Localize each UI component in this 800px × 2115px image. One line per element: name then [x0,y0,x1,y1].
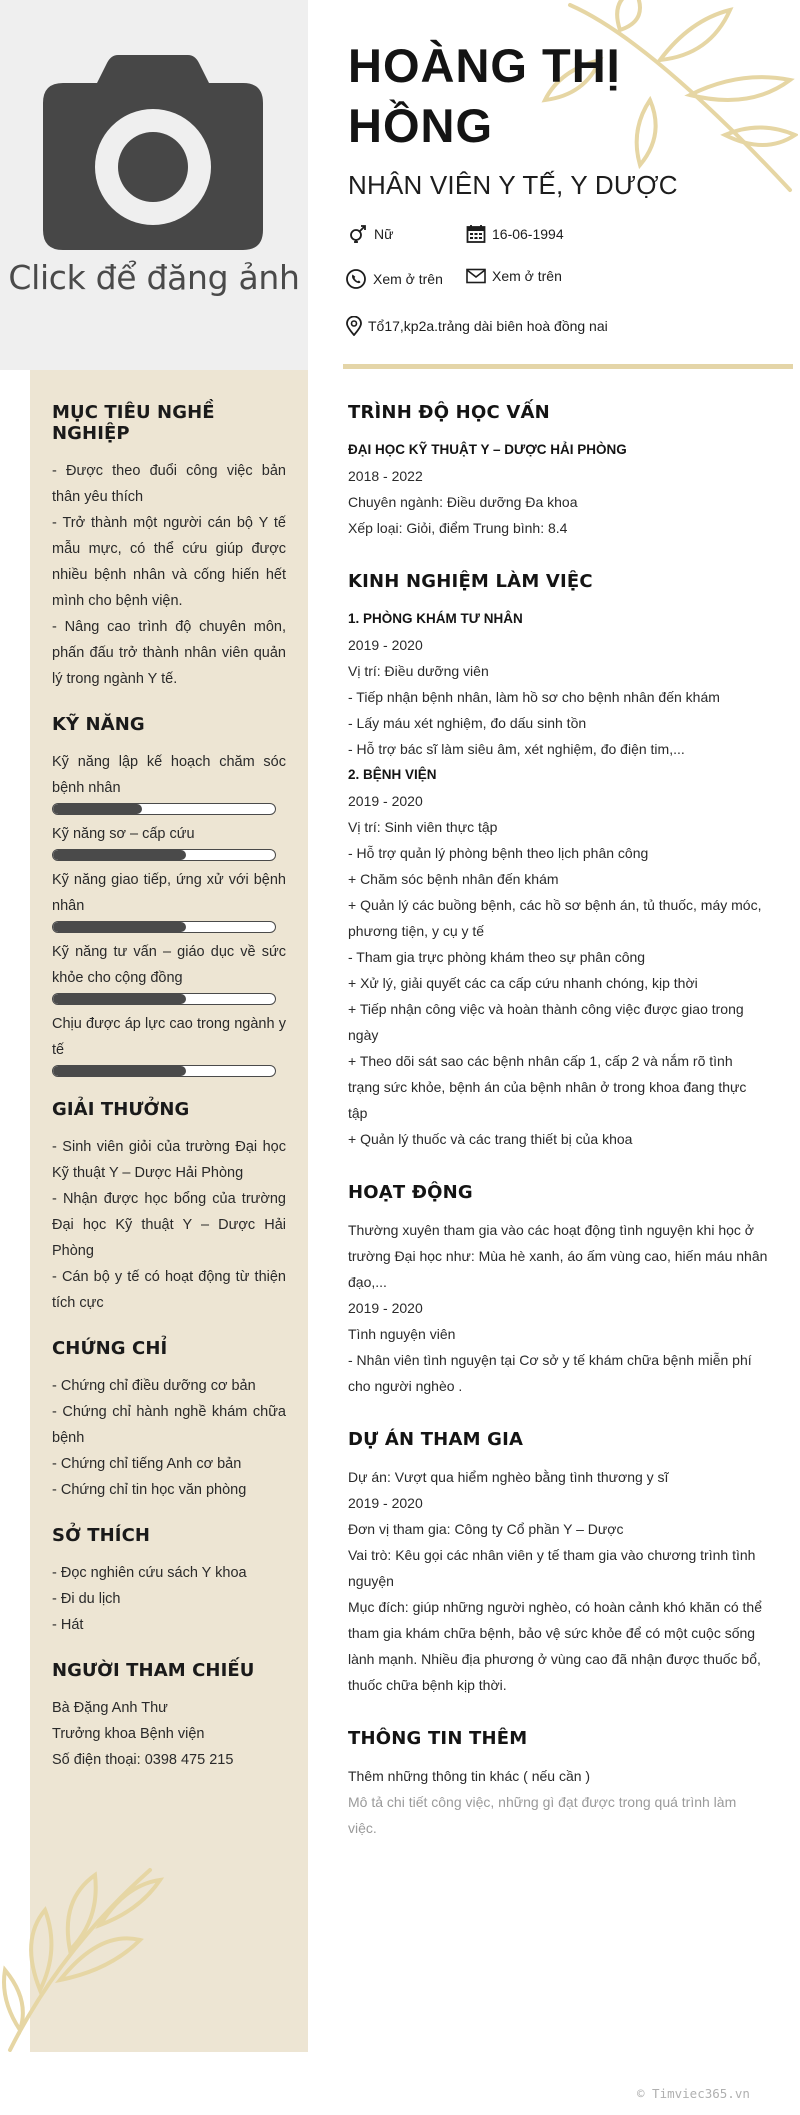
activity-line: Tình nguyện viên [348,1326,456,1342]
projects-heading: DỰ ÁN THAM GIA [348,1429,524,1450]
project-line: Vai trò: Kêu gọi các nhân viên y tế tham gia vào chương trình tình nguyện [348,1547,756,1589]
gender-info [348,224,393,244]
camera-icon [43,55,263,250]
job-line: Vị trí: Điều dưỡng viên [348,663,489,679]
skill-bar [52,921,276,933]
address-value: Tổ17,kp2a.trảng dài biên hoà đồng nai [368,318,608,334]
education-line: Chuyên ngành: Điều dưỡng Đa khoa [348,494,578,510]
job-heading: 1. PHÒNG KHÁM TƯ NHÂN [348,611,523,626]
skill-bar [52,1065,276,1077]
skill-bar-fill [53,804,142,814]
activity-line: 2019 - 2020 [348,1300,423,1316]
hobby-line: - Hát [52,1617,84,1633]
phone-info [345,268,443,290]
activity-line: - Nhân viên tình nguyện tại Cơ sở y tế khám chữa bệnh miễn phí cho người nghèo . [348,1352,752,1394]
award-line: - Cán bộ y tế có hoạt động từ thiện tích cực [52,1269,286,1311]
calendar-icon [466,224,486,244]
job-line: - Tham gia trực phòng khám theo sự phân công [348,949,646,965]
hobby-line: - Đi du lịch [52,1591,121,1607]
project-line: 2019 - 2020 [348,1495,423,1511]
job-line: + Xử lý, giải quyết các ca cấp cứu nhanh chóng, kịp thời [348,975,698,991]
skill-item [52,821,286,861]
certificate-line: - Chứng chỉ tiếng Anh cơ bản [52,1456,242,1472]
activities-section [348,1182,768,1399]
education-line: 2018 - 2022 [348,468,423,484]
job-line: - Tiếp nhận bệnh nhân, làm hồ sơ cho bệnh nhân đến khám [348,689,720,705]
reference-line: Bà Đặng Anh Thư [52,1700,168,1716]
leaf-decoration-icon [0,1830,170,2052]
email-info [466,268,562,284]
certificate-line: - Chứng chỉ hành nghề khám chữa bệnh [52,1404,286,1446]
skill-item [52,867,286,933]
reference-line: Số điện thoại: 0398 475 215 [52,1752,234,1768]
references-heading: NGƯỜI THAM CHIẾU [52,1660,255,1681]
skill-bar [52,993,276,1005]
skill-bar [52,803,276,815]
hobbies-section [52,1525,286,1638]
extra-section [348,1728,768,1841]
project-line: Đơn vị tham gia: Công ty Cổ phần Y – Dược [348,1521,624,1537]
skill-bar [52,849,276,861]
projects-section [348,1429,768,1698]
experience-section [348,571,768,1152]
job-line: 2019 - 2020 [348,793,423,809]
extra-line: Thêm những thông tin khác ( nếu cần ) [348,1768,591,1784]
experience-heading: KINH NGHIỆM LÀM VIỆC [348,571,593,592]
skill-name: Kỹ năng giao tiếp, ứng xử với bệnh nhân [52,872,286,914]
certificate-line: - Chứng chỉ tin học văn phòng [52,1482,247,1498]
skill-name: Kỹ năng sơ – cấp cứu [52,826,195,842]
candidate-name: HOÀNG THỊ HỒNG [348,39,621,152]
awards-heading: GIẢI THƯỞNG [52,1099,190,1120]
skill-name: Kỹ năng tư vấn – giáo dục về sức khỏe cho cộng đồng [52,944,286,986]
certificates-section [52,1338,286,1503]
certificate-line: - Chứng chỉ điều dưỡng cơ bản [52,1378,256,1394]
extra-hint: Mô tả chi tiết công việc, những gì đạt được trong quá trình làm việc. [348,1794,737,1836]
hobby-line: - Đọc nghiên cứu sách Y khoa [52,1565,247,1581]
job-line: + Theo dõi sát sao các bệnh nhân cấp 1, cấp 2 và nắm rõ tình trạng sức khỏe, bệnh án của bệnh nhân ở trong khoa đang thực tập [348,1053,747,1121]
skill-name: Kỹ năng lập kế hoạch chăm sóc bệnh nhân [52,754,286,796]
footer-watermark: © Timviec365.vn [637,2086,750,2101]
skill-bar-fill [53,994,186,1004]
gender-value: Nữ [374,226,394,242]
skill-bar-fill [53,922,186,932]
sidebar-content [52,402,286,1795]
extra-heading: THÔNG TIN THÊM [348,1728,528,1749]
award-line: - Nhận được học bổng của trường Đại học Kỹ thuật Y – Dược Hải Phòng [52,1191,286,1259]
activity-line: Thường xuyên tham gia vào các hoạt động tình nguyện khi học ở trường Đại học như: Mùa hè xanh, áo ấm vùng cao, hiến máu nhân đạo,... [348,1222,768,1290]
objective-line: - Nâng cao trình độ chuyên môn, phấn đấu trở thành nhân viên quản lý trong ngành Y tế. [52,619,286,687]
birthdate-value: 16-06-1994 [492,226,564,242]
objective-heading: MỤC TIÊU NGHỀ NGHIỆP [52,402,215,444]
education-section [348,402,768,541]
gender-icon [348,224,368,244]
project-line: Mục đích: giúp những người nghèo, có hoàn cảnh khó khăn có thể tham gia khám chữa bệnh, bảo vệ sức khỏe để có một cuộc sống lành mạnh. Nhiều địa phương ở vùng cao đã nhận được thuốc bổ, thuốc chữa bệnh kịp thời. [348,1599,762,1693]
objective-section [52,402,286,692]
main-content [348,402,768,1871]
job-line: + Quản lý các buồng bệnh, các hồ sơ bệnh án, tủ thuốc, máy móc, phương tiện, y cụ y tế [348,897,762,939]
education-line: Xếp loại: Giỏi, điểm Trung bình: 8.4 [348,520,568,536]
birthdate-info [466,224,564,244]
award-line: - Sinh viên giỏi của trường Đại học Kỹ thuật Y – Dược Hải Phòng [52,1139,286,1181]
project-line: Dự án: Vượt qua hiểm nghèo bằng tình thương y sĩ [348,1469,669,1485]
activities-heading: HOẠT ĐỘNG [348,1182,473,1203]
photo-caption[interactable]: Click để đăng ảnh [8,258,300,297]
school-name: ĐẠI HỌC KỸ THUẬT Y – DƯỢC HẢI PHÒNG [348,442,627,457]
skill-item [52,1011,286,1077]
skills-heading: KỸ NĂNG [52,714,145,735]
objective-line: - Trở thành một người cán bộ Y tế mẫu mực, có thể cứu giúp được nhiều bệnh nhân và cống hiến hết mình cho bệnh viện. [52,515,286,609]
job-line: Vị trí: Sinh viên thực tập [348,819,498,835]
phone-icon [345,268,367,290]
location-pin-icon [346,316,362,336]
job-line: + Chăm sóc bệnh nhân đến khám [348,871,559,887]
job-title: NHÂN VIÊN Y TẾ, Y DƯỢC [348,170,678,200]
objective-line: - Được theo đuổi công việc bản thân yêu thích [52,463,286,505]
references-section [52,1660,286,1773]
job-line: 2019 - 2020 [348,637,423,653]
job-line: + Quản lý thuốc và các trang thiết bị của khoa [348,1131,633,1147]
education-heading: TRÌNH ĐỘ HỌC VẤN [348,402,550,423]
skill-bar-fill [53,1066,186,1076]
certificates-heading: CHỨNG CHỈ [52,1338,168,1359]
photo-upload[interactable] [0,0,308,370]
reference-line: Trưởng khoa Bệnh viện [52,1726,205,1742]
mail-icon [466,268,486,284]
skill-bar-fill [53,850,186,860]
skill-item [52,939,286,1005]
job-line: - Hỗ trợ quản lý phòng bệnh theo lịch phân công [348,845,649,861]
phone-value: Xem ở trên [373,271,443,287]
hobbies-heading: SỞ THÍCH [52,1525,151,1546]
skills-section [52,714,286,1077]
address-info [346,316,608,336]
skill-name: Chịu được áp lực cao trong ngành y tế [52,1016,286,1058]
header-divider [343,364,793,369]
job-heading: 2. BỆNH VIỆN [348,767,437,782]
skill-item [52,749,286,815]
awards-section [52,1099,286,1316]
job-line: - Lấy máu xét nghiệm, đo dấu sinh tồn [348,715,587,731]
job-line: - Hỗ trợ bác sĩ làm siêu âm, xét nghiệm, đo điện tim,... [348,741,685,757]
email-value: Xem ở trên [492,268,562,284]
job-line: + Tiếp nhận công việc và hoàn thành công việc được giao trong ngày [348,1001,744,1043]
